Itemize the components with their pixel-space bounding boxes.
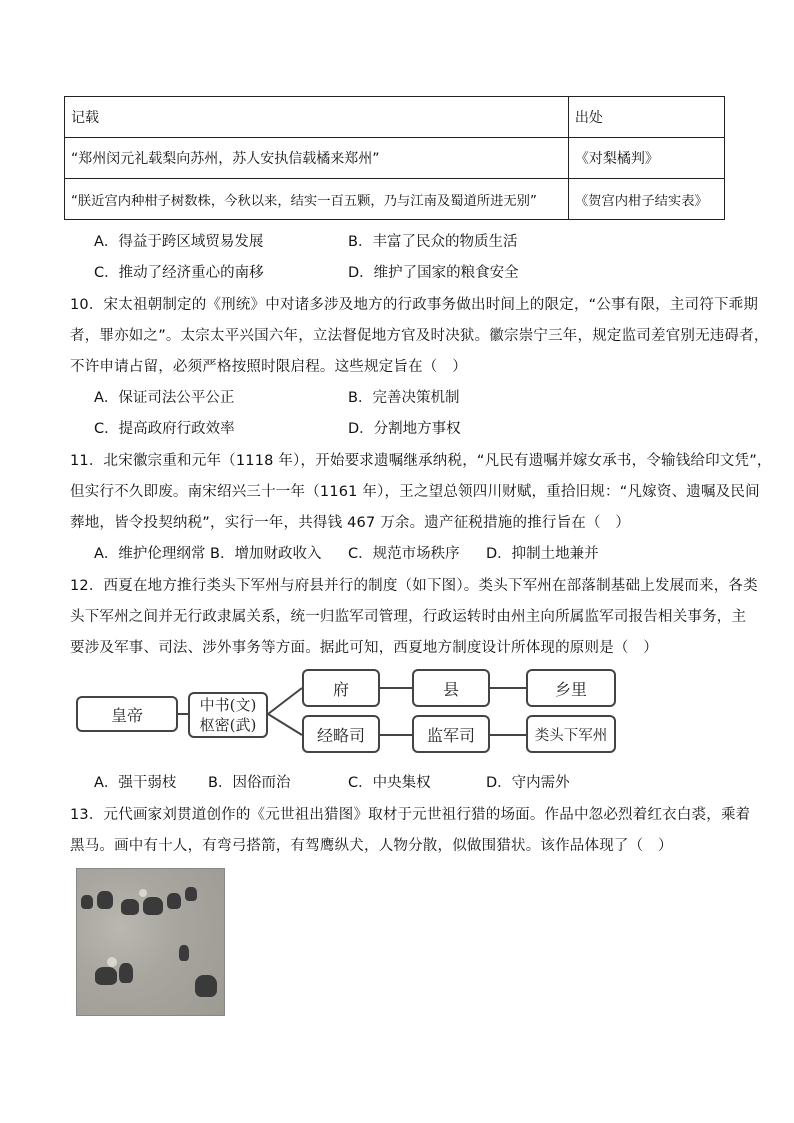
table-cell-record: “朕近宫内种柑子树数株，今秋以来，结实一百五颗，乃与江南及蜀道所进无别” bbox=[65, 179, 569, 220]
q9-option-c: C．推动了经济重心的南移 bbox=[94, 265, 264, 281]
q12-line-1: 12．西夏在地方推行类头下军州与府县并行的制度（如下图）。类头下军州在部落制基础上发展而来，各类 bbox=[70, 578, 758, 594]
q13-line-2: 黑马。画中有十人，有弯弓搭箭，有驾鹰纵犬，人物分散，似做围猎状。该作品体现了（ ） bbox=[70, 838, 673, 854]
diagram-fu-box bbox=[302, 669, 380, 707]
hunting-painting-image bbox=[76, 868, 225, 1016]
q10-option-a: A．保证司法公平公正 bbox=[94, 390, 235, 406]
diagram-central-bottom-label: 枢密(武) bbox=[199, 716, 257, 734]
q10-line-1: 10．宋太祖朝制定的《刑统》中对诸多涉及地方的行政事务做出时间上的限定，“公事有限，主司符下乖期 bbox=[70, 297, 759, 313]
diagram-xian-box bbox=[412, 669, 490, 707]
q11-line-2: 但实行不久即废。南宋绍兴三十一年（1161 年），王之望总领四川财赋，重拾旧规：“凡嫁资、遗嘱及民间 bbox=[70, 484, 760, 500]
q10-option-d: D．分割地方事权 bbox=[348, 421, 461, 437]
q9-option-a: A．得益于跨区域贸易发展 bbox=[94, 234, 264, 250]
table-cell-source: 《贺宫内柑子结实表》 bbox=[568, 179, 724, 220]
diagram-jinglue-box bbox=[302, 715, 380, 753]
q12-line-3: 要涉及军事、司法、涉外事务等方面。据此可知，西夏地方制度设计所体现的原则是（ ） bbox=[70, 640, 658, 656]
q12-line-2: 头下军州之间并无行政隶属关系，统一归监军司管理，行政运转时由州主向所属监军司报告相关事务，主 bbox=[70, 609, 747, 625]
diagram-xiangli-label: 乡里 bbox=[554, 679, 587, 699]
diagram-central-top-label: 中书(文) bbox=[199, 696, 257, 714]
q9-option-b: B．丰富了民众的物质生活 bbox=[348, 234, 518, 250]
q10-line-3: 不许申请占留，必须严格按照时限启程。这些规定旨在（ ） bbox=[70, 359, 467, 375]
diagram-toutou-label: 类头下军州 bbox=[534, 727, 608, 744]
q9-option-d: D．维护了国家的粮食安全 bbox=[348, 265, 519, 281]
diagram-jinglue-label: 经略司 bbox=[316, 725, 365, 745]
q10-line-2: 者，罪亦如之”。太宗太平兴国六年，立法督促地方官及时决狱。徽宗崇宁三年，规定监司差官别无违碍者， bbox=[70, 328, 769, 344]
diagram-xian-label: 县 bbox=[442, 679, 459, 699]
q11-line-3: 葬地，皆令投契纳税”，实行一年，共得钱 467 万余。遗产征税措施的推行旨在（ ） bbox=[70, 515, 631, 531]
q11-option-ab: A．维护伦理纲常 B．增加财政收入 bbox=[94, 546, 322, 562]
q13-line-1: 13．元代画家刘贯道创作的《元世祖出猎图》取材于元世祖行猎的场面。作品中忽必烈着红衣白裘，乘着 bbox=[70, 807, 751, 823]
q10-option-b: B．完善决策机制 bbox=[348, 390, 460, 406]
q11-option-d: D．抑制土地兼并 bbox=[486, 546, 599, 562]
diagram-jianjun-box bbox=[412, 715, 490, 753]
diagram-emperor-box bbox=[76, 696, 178, 732]
table-header-source: 出处 bbox=[568, 97, 724, 138]
diagram-fu-label: 府 bbox=[332, 679, 349, 699]
q12-option-d: D．守内需外 bbox=[486, 775, 570, 791]
diagram-xiangli-box bbox=[526, 669, 616, 707]
diagram-emperor-label: 皇帝 bbox=[110, 705, 143, 725]
table-header-record: 记载 bbox=[65, 97, 569, 138]
q12-option-b: B．因俗而治 bbox=[208, 775, 291, 791]
q12-option-c: C．中央集权 bbox=[348, 775, 431, 791]
q11-option-c: C．规范市场秩序 bbox=[348, 546, 460, 562]
diagram-central-box bbox=[188, 692, 268, 738]
diagram-toutou-box bbox=[526, 715, 616, 753]
q10-option-c: C．提高政府行政效率 bbox=[94, 421, 235, 437]
q11-line-1: 11．北宋徽宗重和元年（1118 年），开始要求遗嘱继承纳税，“凡民有遗嘱并嫁女承书，令输钱给印文凭”， bbox=[70, 453, 772, 469]
table-cell-record: “郑州闵元礼载梨向苏州，苏人安执信载橘来郑州” bbox=[65, 138, 569, 179]
table-cell-source: 《对梨橘判》 bbox=[568, 138, 724, 179]
q12-option-a: A．强干弱枝 bbox=[94, 775, 177, 791]
diagram-jianjun-label: 监军司 bbox=[426, 725, 475, 745]
